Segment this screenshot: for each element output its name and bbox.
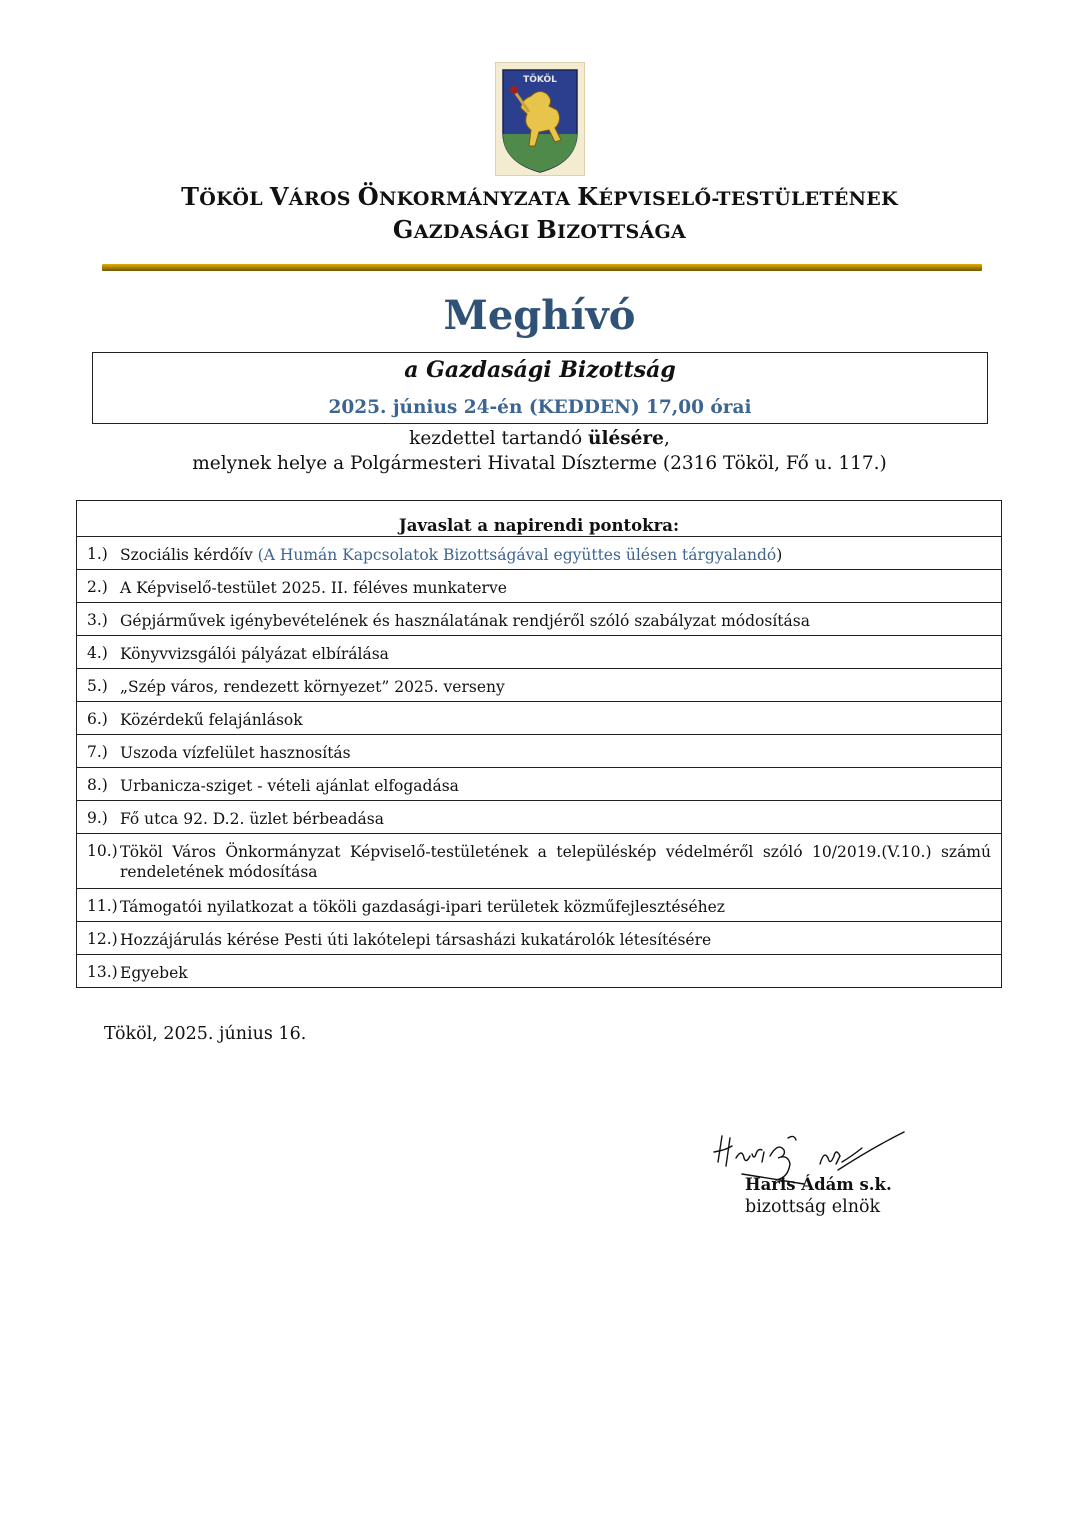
svg-text:TÖKÖL: TÖKÖL bbox=[523, 75, 557, 85]
joint-session-note: (A Humán Kapcsolatok Bizottságával együttes ülésen tárgyalandó bbox=[257, 546, 777, 564]
table-row: 8.) Urbanicza-sziget - vételi ajánlat elfogadása bbox=[77, 768, 1002, 801]
meeting-info-box bbox=[92, 352, 988, 424]
table-row: 11.) Támogatói nyilatkozat a tököli gazdasági-ipari területek közműfejlesztéséhez bbox=[77, 889, 1002, 922]
signatory-name: Haris Ádám s.k. bbox=[745, 1175, 892, 1194]
agenda-table bbox=[76, 500, 1002, 988]
table-row: 4.) Könyvvizsgálói pályázat elbírálása bbox=[77, 636, 1002, 669]
coat-of-arms-logo bbox=[495, 62, 585, 176]
table-row: 6.) Közérdekű felajánlások bbox=[77, 702, 1002, 735]
table-row: 1.) Szociális kérdőív (A Humán Kapcsolatok Bizottságával együttes ülésen tárgyalandó) bbox=[77, 537, 1002, 570]
agenda-heading: Javaslat a napirendi pontokra: bbox=[77, 501, 1002, 537]
header-divider bbox=[102, 264, 982, 271]
page-title: Meghívó bbox=[443, 292, 636, 339]
table-row: 10.) Tököl Város Önkormányzat Képviselő-testületének a településkép védelméről szóló 10/2019.(V.10.) számú rendeletének módosítása bbox=[77, 834, 1002, 889]
organization-name-line1: TÖKÖL VÁROS ÖNKORMÁNYZATA KÉPVISELŐ-TESTÜLETÉNEK bbox=[181, 182, 898, 211]
table-row: 13.) Egyebek bbox=[77, 955, 1002, 988]
signatory-role: bizottság elnök bbox=[745, 1197, 881, 1217]
table-row: 5.) „Szép város, rendezett környezet” 2025. verseny bbox=[77, 669, 1002, 702]
committee-name: a Gazdasági Bizottság bbox=[404, 357, 676, 383]
table-row: 9.) Fő utca 92. D.2. üzlet bérbeadása bbox=[77, 801, 1002, 834]
organization-name-line2: GAZDASÁGI BIZOTTSÁGA bbox=[392, 215, 687, 244]
table-row: 2.) A Képviselő-testület 2025. II. féléves munkaterve bbox=[77, 570, 1002, 603]
document-date: Tököl, 2025. június 16. bbox=[104, 1024, 307, 1044]
meeting-location: melynek helye a Polgármesteri Hivatal Díszterme (2316 Tököl, Fő u. 117.) bbox=[192, 453, 887, 474]
meeting-datetime: 2025. június 24-én (KEDDEN) 17,00 órai bbox=[328, 397, 752, 418]
table-row: 7.) Uszoda vízfelület hasznosítás bbox=[77, 735, 1002, 768]
meeting-intro: kezdettel tartandó ülésére, bbox=[409, 428, 670, 449]
table-row: 12.) Hozzájárulás kérése Pesti úti lakótelepi társasházi kukatárolók létesítésére bbox=[77, 922, 1002, 955]
table-row: 3.) Gépjárművek igénybevételének és használatának rendjéről szóló szabályzat módosítása bbox=[77, 603, 1002, 636]
